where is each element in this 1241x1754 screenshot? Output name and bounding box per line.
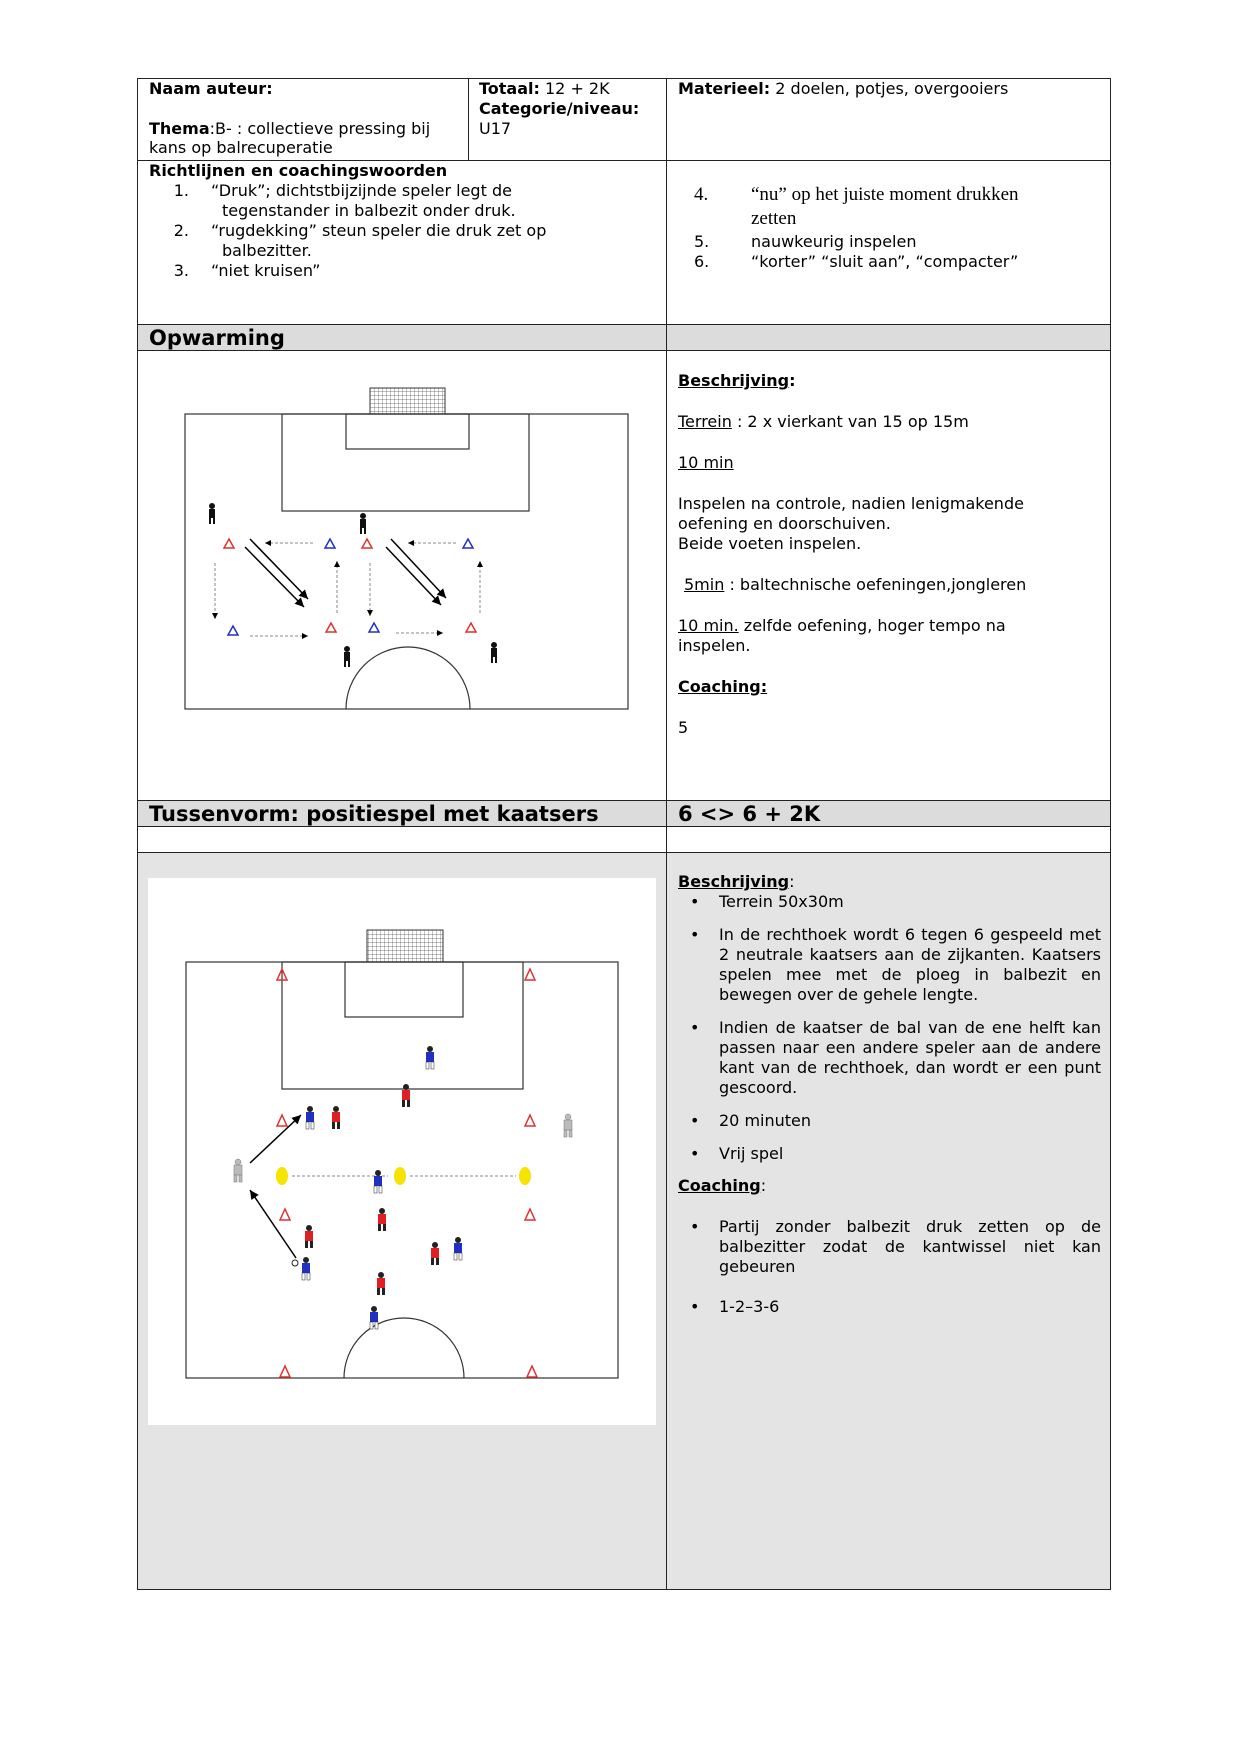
inter-desc-list <box>678 892 1101 1164</box>
warmup-desc-label: Beschrijving: <box>678 371 796 390</box>
warmup-time-2: 5min : baltechnische oefeningen,jongleren <box>684 575 1027 594</box>
warmup-time-1: 10 min <box>678 453 734 472</box>
warmup-header-cell <box>137 324 667 351</box>
list-item-cont: tegenstander in balbezit onder druk. <box>222 201 516 220</box>
warmup-header-right <box>666 324 1111 351</box>
warmup-para-line: Inspelen na controle, nadien lenigmakende <box>678 494 1024 513</box>
list-item: • Terrein 50x30m <box>678 892 1101 912</box>
total: Totaal: 12 + 2K <box>479 79 610 98</box>
empty-row-left <box>137 826 667 853</box>
material-cell <box>666 78 1111 161</box>
list-item-number: 6. <box>694 252 710 271</box>
list-item: • Indien de kaatser de bal van de ene helft kan passen naar een andere speler aan de andere kant van de rechthoek, dan wordt er een punt gescoord. <box>678 1018 1101 1098</box>
empty-row-right <box>666 826 1111 853</box>
list-item-text: nauwkeurig inspelen <box>751 232 917 251</box>
author-theme-cell <box>137 78 469 161</box>
warmup-time-3-cont: inspelen. <box>678 636 751 655</box>
total-category-cell <box>468 78 667 161</box>
list-item-number: 5. <box>694 232 710 251</box>
guidelines-title: Richtlijnen en coachingswoorden <box>149 161 448 180</box>
inter-coaching-label: Coaching: <box>678 1176 767 1195</box>
inter-description-cell <box>666 852 1111 1590</box>
warmup-terrain: Terrein : 2 x vierkant van 15 op 15m <box>678 412 969 431</box>
list-item: 3. “niet kruisen” <box>173 261 321 280</box>
inter-coaching-list <box>678 1217 1101 1317</box>
category-value: U17 <box>479 119 512 138</box>
list-item: • Partij zonder balbezit druk zetten op de balbezitter zodat de kantwissel niet kan gebeuren <box>678 1217 1101 1277</box>
warmup-coaching-label: Coaching: <box>678 677 768 696</box>
list-item: 2. “rugdekking” steun speler die druk zet op <box>173 221 547 240</box>
inter-header-cell <box>137 800 667 827</box>
warmup-description-cell <box>666 350 1111 801</box>
warmup-para-line: oefening en doorschuiven. <box>678 514 891 533</box>
warmup-time-3: 10 min. zelfde oefening, hoger tempo na <box>678 616 1006 635</box>
list-item-text: “korter” “sluit aan”, “compacter” <box>751 252 1019 271</box>
inter-diagram <box>148 878 656 1425</box>
material: Materieel: 2 doelen, potjes, overgooiers <box>678 79 1009 98</box>
passing-arrows <box>245 539 446 607</box>
guidelines-right-cell <box>666 160 1111 325</box>
list-item: • In de rechthoek wordt 6 tegen 6 gespeeld met 2 neutrale kaatsers aan de zijkanten. Kaatsers spelen mee met de ploeg in balbezit en bewegen over de gehele lengte. <box>678 925 1101 1005</box>
ball <box>292 1260 298 1266</box>
list-item-cont: zetten <box>751 208 797 229</box>
author-label: Naam auteur: <box>149 79 273 98</box>
warmup-title: Opwarming <box>149 326 285 350</box>
warmup-coaching-value: 5 <box>678 718 689 737</box>
list-item: • 20 minuten <box>678 1111 1101 1131</box>
guidelines-left-cell <box>137 160 667 325</box>
list-item: 4. <box>694 184 709 205</box>
players <box>209 503 497 667</box>
goal-net <box>370 388 445 414</box>
goal-net <box>367 930 443 962</box>
inter-format-cell <box>666 800 1111 827</box>
inter-title: Tussenvorm: positiespel met kaatsers <box>149 802 599 826</box>
warmup-para-line: Beide voeten inspelen. <box>678 534 862 553</box>
inter-diagram-cell <box>137 852 667 1590</box>
warmup-diagram <box>138 351 666 800</box>
pitch <box>185 414 628 709</box>
list-item: • Vrij spel <box>678 1144 1101 1164</box>
list-item-text: “nu” op het juiste moment drukken <box>751 184 1019 205</box>
category-label: Categorie/niveau: <box>479 99 640 118</box>
list-item-cont: balbezitter. <box>222 241 312 260</box>
list-item: 1. “Druk”; dichtstbijzijnde speler legt de <box>173 181 512 200</box>
inter-desc-label: Beschrijving: <box>678 872 795 891</box>
cones <box>224 539 476 635</box>
inter-format: 6 <> 6 + 2K <box>678 802 821 826</box>
list-item: • 1-2–3-6 <box>678 1297 1101 1317</box>
theme: Thema:B- : collectieve pressing bij kans op balrecuperatie <box>149 119 431 157</box>
warmup-diagram-cell <box>137 350 667 801</box>
